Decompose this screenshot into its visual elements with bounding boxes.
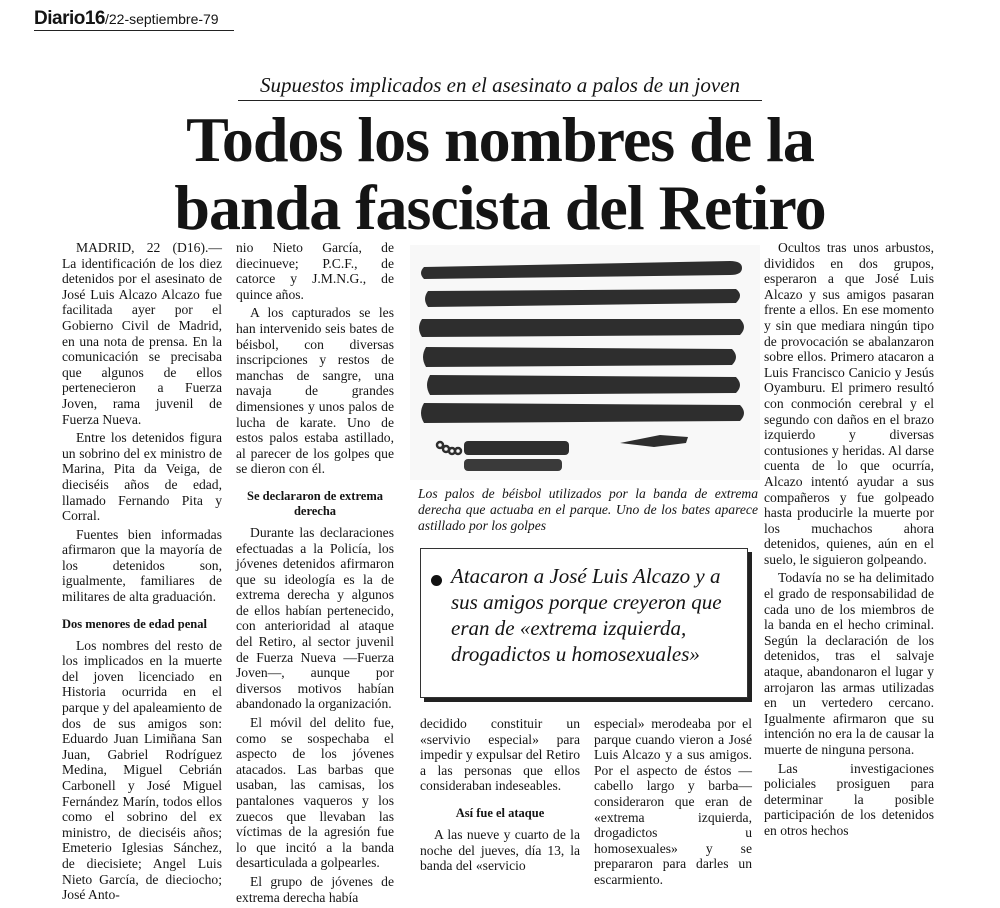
paragraph: El móvil del delito fue, como se sospechaba el aspecto de los jóvenes atacados. Las barbas que usaban, las camisas, los pantalones vaqueros y los zuecos que llevaban las víctimas de la agresión fue lo que incitó a la banda desarticulada a golpearles. [236,715,394,871]
photo-baseball-bats [410,245,760,480]
pull-quote-box [420,548,748,698]
article-column-3b [594,716,752,891]
headline-line-1: Todos los nombres de la [186,104,814,175]
paragraph: A las nueve y cuarto de la noche del jueves, día 13, la banda del «servicio [420,826,580,874]
paragraph: MADRID, 22 (D16).— La identificación de los diez detenidos por el asesinato de José Luis Alcazo Alcazo fue facilitada ayer por el Gobierno Civil de Madrid, en una nota de prensa. En la comunicación se precisaba que algunos de ellos pertenecieron a Fuerza Joven, rama juvenil de Fuerza Nueva. [62,240,222,427]
headline-line-2: banda fascista del Retiro [174,172,826,243]
article-column-4 [764,240,934,842]
photo-caption: Los palos de béisbol utilizados por la banda de extrema derecha que actuaba en el parque. Uno de los bates aparece astillado por los golpes [418,486,758,533]
paragraph: Fuentes bien informadas afirmaron que la mayoría de los detenidos son, igualmente, familiares de militares de alta graduación. [62,526,222,605]
subheading: Se declararon de extrema derecha [247,488,383,518]
masthead [34,8,234,31]
bullet-icon [431,575,442,586]
paragraph: nio Nieto García, de diecinueve; P.C.F., de catorce y J.M.N.G., de quince años. [236,240,394,302]
paragraph: decidido constituir un «servivio especial» para impedir y expulsar del Retiro a las personas que ellos consideraban indeseables. [420,716,580,794]
article-column-3a [420,716,580,877]
paragraph: Las investigaciones policiales prosiguen para determinar la posible participación de los detenidos en otros hechos [764,760,934,838]
paragraph: Entre los detenidos figura un sobrino del ex ministro de Marina, Pita da Veiga, de dieciséis años de edad, llamado Fernando Pita y Corral. [62,430,222,524]
masthead-date: /22-septiembre-79 [104,11,219,27]
kicker: Supuestos implicados en el asesinato a palos de un joven [259,73,741,97]
paragraph: Durante las declaraciones efectuadas a la Policía, los jóvenes detenidos afirmaron que su ideología es la de extrema derecha y algunos de ellos habían pertenecido, con anterioridad al ataque del Retiro, al sector juvenil de Fuerza Nueva —Fuerza Joven—, aunque por diversos motivos habían abandonado la organización. [236,524,394,712]
pull-quote-text: Atacaron a José Luis Alcazo y a sus amigos porque creyeron que eran de «extrema izquierda, drogadictos u homosexuales» [451,564,722,666]
masthead-brand: Diario16 [34,8,105,29]
kicker-rule [238,100,762,101]
paragraph: Todavía no se ha delimitado el grado de responsabilidad de cada uno de los miembros de la banda en el hecho criminal. Según la declaración de los detenidos, tras el salvaje ataque, abandonaron el lugar y arrojaron las armas utilizadas en un vertedero cercano. Igualmente afirmaron que su intención no era la de causar la muerte de ninguna persona. [764,570,934,757]
article-column-2 [236,240,394,908]
bats-illustration [410,245,760,480]
subheading: Dos menores de edad penal [62,616,207,631]
paragraph: A los capturados se les han intervenido seis bates de béisbol, con diversas inscripciones y restos de manchas de sangre, una navaja de grandes dimensiones y unos palos de lucha de karate. Uno de estos palos estaba astillado, al parecer de los golpes que se dieron con él. [236,305,394,477]
subheading: Así fue el ataque [455,805,545,820]
paragraph: Los nombres del resto de los implicados en la muerte del joven licenciado en Historia ocurrida en el parque y del apaleamiento de dos de sus amigos son: Eduardo Juan Limiñana San Juan, Gabriel Rodríguez Medina, Miguel Cebrián Carbonell y José Miguel Fernández Marín, todos ellos como el sobrino del ex ministro, de dieciséis años; Emeterio Iglesias Sánchez, de diecisiete; Angel Luis Nieto García, de dieciocho; José Anto- [62,637,222,903]
article-column-1 [62,240,222,906]
paragraph: Ocultos tras unos arbustos, divididos en dos grupos, esperaron a que José Luis Alcazo y sus amigos pasaran frente a ellos. En ese momento y sin que mediara ningún tipo de provocación se abalanzaron sobre ellos. Primero atacaron a Luis Francisco Canicio y Jesús Oyamburu. El primero resultó con conmoción cerebral y el segundo con daños en el brazo izquierdo y diversas contusiones y heridas. Al darse cuenta de lo que ocurría, Alcazo intentó ayudar a sus compañeros y fue golpeado hasta producirle la muerte por los muchachos ahora detenidos, quienes, aún en el suelo, le siguieron golpeando. [764,240,934,567]
paragraph: El grupo de jóvenes de extrema derecha había [236,873,394,905]
paragraph: especial» merodeaba por el parque cuando vieron a José Luis Alcazo y a sus amigos. Por el aspecto de éstos —cabello largo y barba— consideraron que eran de «extrema izquierda, drogadictos u homosexuales» y se prepararon para darles un escarmiento. [594,716,752,887]
